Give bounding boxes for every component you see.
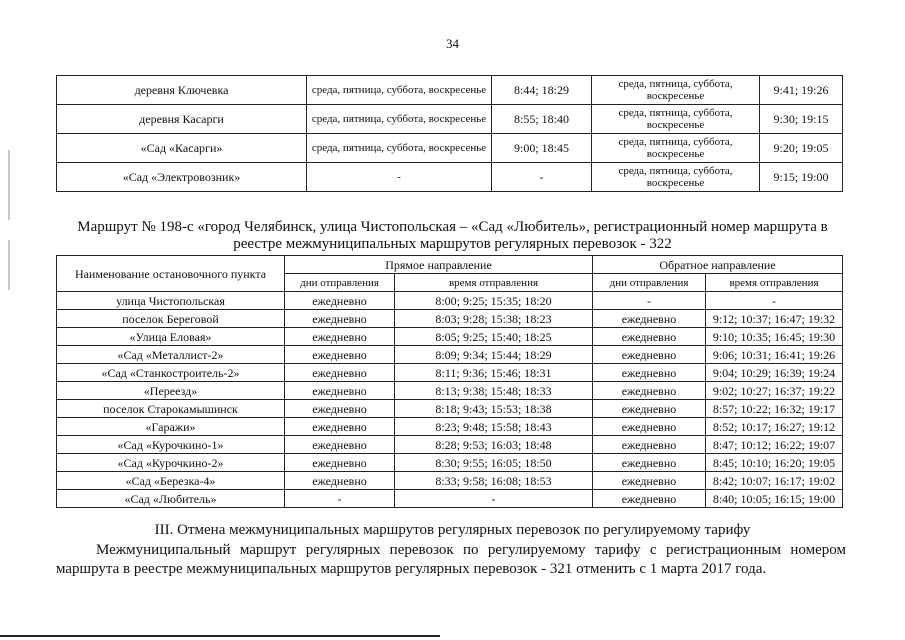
stop-name-cell: «Сад «Металлист-2» [57,346,285,364]
table-row [57,328,843,346]
table-row [57,346,843,364]
forward-time-cell: 8:05; 9:25; 15:40; 18:25 [395,328,593,346]
table-row [57,134,843,163]
forward-time-cell: 8:55; 18:40 [492,105,592,134]
table-row [57,364,843,382]
forward-time-cell: 8:28; 9:53; 16:03; 18:48 [395,436,593,454]
section-title: III. Отмена межмуниципальных маршрутов регулярных перевозок по регулируемому тарифу [154,522,751,538]
forward-time-cell: 8:03; 9:28; 15:38; 18:23 [395,310,593,328]
backward-time-cell: 8:42; 10:07; 16:17; 19:02 [706,472,843,490]
stop-name-cell: «Сад «Станкостроитель-2» [57,364,285,382]
forward-time-cell: 8:23; 9:48; 15:58; 18:43 [395,418,593,436]
forward-days-cell: среда, пятница, суббота, воскресенье [307,105,492,134]
backward-time-cell: 8:45; 10:10; 16:20; 19:05 [706,454,843,472]
backward-time-cell: 9:12; 10:37; 16:47; 19:32 [706,310,843,328]
backward-days-cell: ежедневно [593,328,706,346]
backward-time-cell: 8:40; 10:05; 16:15; 19:00 [706,490,843,508]
backward-time-cell: 9:30; 19:15 [760,105,843,134]
column-header-backward: Обратное направление [593,256,843,274]
forward-days-cell: - [307,163,492,192]
stop-name-cell: деревня Ключевка [57,76,307,105]
backward-time-cell: 9:10; 10:35; 16:45; 19:30 [706,328,843,346]
backward-days-cell: ежедневно [593,346,706,364]
forward-time-cell: 8:11; 9:36; 15:46; 18:31 [395,364,593,382]
stop-name-cell: «Сад «Касарги» [57,134,307,163]
cancellation-paragraph: Межмуниципальный маршрут регулярных перевозок по регулируемому тарифу с регистрационным номером маршрута в реестре межмуниципальных маршрутов регулярных перевозок - 321 отменить с 1 марта 2017 года. [56,542,846,577]
backward-time-cell: 8:57; 10:22; 16:32; 19:17 [706,400,843,418]
backward-days-cell: среда, пятница, суббота, воскресенье [592,134,760,163]
forward-days-cell: ежедневно [285,310,395,328]
column-header-stop: Наименование остановочного пункта [57,256,285,292]
backward-days-cell: ежедневно [593,418,706,436]
backward-days-cell: ежедневно [593,436,706,454]
backward-days-cell: ежедневно [593,490,706,508]
forward-days-cell: ежедневно [285,472,395,490]
table-row [57,400,843,418]
forward-days-cell: ежедневно [285,346,395,364]
stop-name-cell: «Гаражи» [57,418,285,436]
stop-name-cell: «Переезд» [57,382,285,400]
forward-days-cell: ежедневно [285,436,395,454]
backward-days-cell: - [593,292,706,310]
column-header-backward-days: дни отправления [593,274,706,292]
backward-time-cell: 9:04; 10:29; 16:39; 19:24 [706,364,843,382]
stop-name-cell: «Сад «Электровозник» [57,163,307,192]
forward-time-cell: 8:33; 9:58; 16:08; 18:53 [395,472,593,490]
forward-days-cell: среда, пятница, суббота, воскресенье [307,76,492,105]
forward-time-cell: 8:00; 9:25; 15:35; 18:20 [395,292,593,310]
forward-days-cell: ежедневно [285,418,395,436]
stop-name-cell: поселок Береговой [57,310,285,328]
stop-name-cell: «Сад «Березка-4» [57,472,285,490]
stop-name-cell: «Улица Еловая» [57,328,285,346]
backward-days-cell: ежедневно [593,382,706,400]
table-row [57,105,843,134]
backward-time-cell: 9:06; 10:31; 16:41; 19:26 [706,346,843,364]
forward-days-cell: ежедневно [285,454,395,472]
backward-days-cell: ежедневно [593,400,706,418]
forward-days-cell: ежедневно [285,400,395,418]
stop-name-cell: «Сад «Любитель» [57,490,285,508]
backward-days-cell: ежедневно [593,310,706,328]
forward-time-cell: - [395,490,593,508]
backward-time-cell: - [706,292,843,310]
table-row [57,382,843,400]
table-row [57,310,843,328]
forward-time-cell: 8:09; 9:34; 15:44; 18:29 [395,346,593,364]
stop-name-cell: «Сад «Курочкино-2» [57,454,285,472]
forward-days-cell: ежедневно [285,292,395,310]
backward-time-cell: 9:20; 19:05 [760,134,843,163]
page-number: 34 [446,36,459,51]
forward-days-cell: среда, пятница, суббота, воскресенье [307,134,492,163]
forward-days-cell: - [285,490,395,508]
backward-days-cell: среда, пятница, суббота, воскресенье [592,163,760,192]
scan-margin-mark [8,240,10,290]
stop-name-cell: улица Чистопольская [57,292,285,310]
forward-time-cell: 9:00; 18:45 [492,134,592,163]
column-header-backward-time: время отправления [706,274,843,292]
forward-time-cell: - [492,163,592,192]
table-row [57,292,843,310]
column-header-forward: Прямое направление [285,256,593,274]
table-row [57,472,843,490]
scan-margin-mark [8,150,10,220]
table-row [57,490,843,508]
forward-days-cell: ежедневно [285,364,395,382]
backward-time-cell: 9:15; 19:00 [760,163,843,192]
forward-days-cell: ежедневно [285,382,395,400]
backward-days-cell: ежедневно [593,364,706,382]
forward-time-cell: 8:18; 9:43; 15:53; 18:38 [395,400,593,418]
table-row [57,418,843,436]
footer-rule [0,635,440,637]
table-row [57,163,843,192]
forward-time-cell: 8:44; 18:29 [492,76,592,105]
backward-time-cell: 9:02; 10:27; 16:37; 19:22 [706,382,843,400]
forward-time-cell: 8:13; 9:38; 15:48; 18:33 [395,382,593,400]
backward-time-cell: 9:41; 19:26 [760,76,843,105]
backward-days-cell: среда, пятница, суббота, воскресенье [592,76,760,105]
column-header-forward-days: дни отправления [285,274,395,292]
route-title: Маршрут № 198-с «город Челябинск, улица Чистопольская – «Сад «Любитель», регистрационный номер маршрута в реестре межмуниципальных маршрутов регулярных перевозок - 322 [77,219,828,252]
table-row [57,454,843,472]
backward-time-cell: 8:47; 10:12; 16:22; 19:07 [706,436,843,454]
stop-name-cell: поселок Старокамышинск [57,400,285,418]
backward-days-cell: ежедневно [593,472,706,490]
column-header-forward-time: время отправления [395,274,593,292]
backward-time-cell: 8:52; 10:17; 16:27; 19:12 [706,418,843,436]
forward-days-cell: ежедневно [285,328,395,346]
forward-time-cell: 8:30; 9:55; 16:05; 18:50 [395,454,593,472]
table-row [57,76,843,105]
backward-days-cell: ежедневно [593,454,706,472]
stop-name-cell: «Сад «Курочкино-1» [57,436,285,454]
continued-schedule-table [56,75,843,192]
stop-name-cell: деревня Касарги [57,105,307,134]
route-198-schedule-table [56,255,843,508]
table-row [57,436,843,454]
backward-days-cell: среда, пятница, суббота, воскресенье [592,105,760,134]
